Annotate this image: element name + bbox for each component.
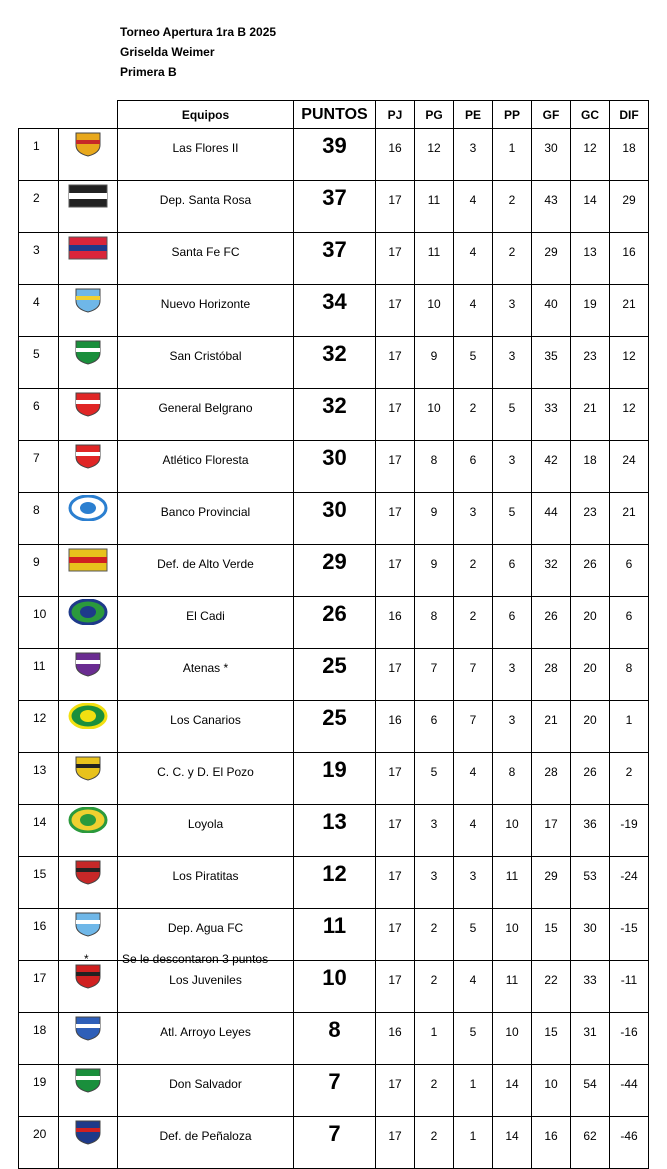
crest-cell bbox=[59, 701, 118, 753]
gc-cell: 13 bbox=[571, 233, 610, 285]
pg-cell: 8 bbox=[415, 441, 454, 493]
gc-cell: 23 bbox=[571, 493, 610, 545]
crest-round-icon bbox=[59, 599, 117, 625]
crest-cell bbox=[59, 753, 118, 805]
team-name: El Cadi bbox=[118, 597, 294, 649]
points-cell: 8 bbox=[294, 1013, 376, 1065]
points-cell: 39 bbox=[294, 129, 376, 181]
dif-cell: -11 bbox=[610, 961, 649, 1013]
position-cell: 11 bbox=[19, 649, 59, 701]
crest-cell bbox=[59, 233, 118, 285]
gf-cell: 26 bbox=[532, 597, 571, 649]
crest-shield-icon bbox=[59, 859, 117, 885]
team-name: Atenas * bbox=[118, 649, 294, 701]
pg-cell: 10 bbox=[415, 285, 454, 337]
crest-rect-icon bbox=[59, 183, 117, 209]
gc-cell: 54 bbox=[571, 1065, 610, 1117]
points-cell: 13 bbox=[294, 805, 376, 857]
position-cell: 16 bbox=[19, 909, 59, 961]
gc-cell: 31 bbox=[571, 1013, 610, 1065]
pp-cell: 3 bbox=[493, 285, 532, 337]
gc-cell: 53 bbox=[571, 857, 610, 909]
division-label: Primera B bbox=[120, 65, 177, 79]
position-cell: 18 bbox=[19, 1013, 59, 1065]
author-name: Griselda Weimer bbox=[120, 45, 215, 59]
team-name: C. C. y D. El Pozo bbox=[118, 753, 294, 805]
crest-cell bbox=[59, 493, 118, 545]
gc-cell: 20 bbox=[571, 701, 610, 753]
gf-cell: 43 bbox=[532, 181, 571, 233]
crest-shield-icon bbox=[59, 391, 117, 417]
points-cell: 7 bbox=[294, 1117, 376, 1169]
header-points: PUNTOS bbox=[294, 101, 376, 129]
dif-cell: 1 bbox=[610, 701, 649, 753]
footnote bbox=[0, 950, 667, 970]
crest-shield-icon bbox=[59, 651, 117, 677]
pj-cell: 17 bbox=[376, 285, 415, 337]
pp-cell: 14 bbox=[493, 1065, 532, 1117]
dif-cell: -46 bbox=[610, 1117, 649, 1169]
pp-cell: 10 bbox=[493, 909, 532, 961]
points-cell: 32 bbox=[294, 389, 376, 441]
gf-cell: 28 bbox=[532, 753, 571, 805]
standings-table bbox=[18, 100, 649, 1169]
dif-cell: -44 bbox=[610, 1065, 649, 1117]
gc-cell: 33 bbox=[571, 961, 610, 1013]
header-pe: PE bbox=[454, 101, 493, 129]
crest-shield-icon bbox=[59, 755, 117, 781]
pp-cell: 6 bbox=[493, 545, 532, 597]
crest-round-icon bbox=[59, 807, 117, 833]
gf-cell: 21 bbox=[532, 701, 571, 753]
points-cell: 12 bbox=[294, 857, 376, 909]
gf-cell: 16 bbox=[532, 1117, 571, 1169]
table-row bbox=[19, 181, 649, 233]
points-cell: 34 bbox=[294, 285, 376, 337]
pg-cell: 8 bbox=[415, 597, 454, 649]
gc-cell: 19 bbox=[571, 285, 610, 337]
points-cell: 25 bbox=[294, 649, 376, 701]
position-cell: 9 bbox=[19, 545, 59, 597]
pp-cell: 2 bbox=[493, 233, 532, 285]
position-cell: 5 bbox=[19, 337, 59, 389]
crest-cell bbox=[59, 285, 118, 337]
pj-cell: 17 bbox=[376, 649, 415, 701]
pj-cell: 17 bbox=[376, 857, 415, 909]
team-name: Nuevo Horizonte bbox=[118, 285, 294, 337]
position-cell: 15 bbox=[19, 857, 59, 909]
table-row bbox=[19, 441, 649, 493]
gc-cell: 23 bbox=[571, 337, 610, 389]
team-name: Loyola bbox=[118, 805, 294, 857]
header-team: Equipos bbox=[118, 101, 294, 129]
pp-cell: 11 bbox=[493, 961, 532, 1013]
pg-cell: 10 bbox=[415, 389, 454, 441]
pp-cell: 1 bbox=[493, 129, 532, 181]
gf-cell: 22 bbox=[532, 961, 571, 1013]
pg-cell: 9 bbox=[415, 493, 454, 545]
dif-cell: -16 bbox=[610, 1013, 649, 1065]
team-name: Los Juveniles bbox=[118, 961, 294, 1013]
pp-cell: 8 bbox=[493, 753, 532, 805]
pe-cell: 7 bbox=[454, 649, 493, 701]
table-row bbox=[19, 753, 649, 805]
pe-cell: 2 bbox=[454, 545, 493, 597]
pe-cell: 1 bbox=[454, 1065, 493, 1117]
team-name: Los Canarios bbox=[118, 701, 294, 753]
table-row bbox=[19, 1117, 649, 1169]
table-row bbox=[19, 493, 649, 545]
position-cell: 17 bbox=[19, 961, 59, 1013]
dif-cell: 18 bbox=[610, 129, 649, 181]
points-cell: 37 bbox=[294, 233, 376, 285]
pg-cell: 6 bbox=[415, 701, 454, 753]
team-name: Los Piratitas bbox=[118, 857, 294, 909]
pe-cell: 2 bbox=[454, 597, 493, 649]
table-row bbox=[19, 233, 649, 285]
dif-cell: 21 bbox=[610, 493, 649, 545]
team-name: Dep. Santa Rosa bbox=[118, 181, 294, 233]
pj-cell: 16 bbox=[376, 701, 415, 753]
dif-cell: 6 bbox=[610, 597, 649, 649]
pp-cell: 11 bbox=[493, 857, 532, 909]
header-pg: PG bbox=[415, 101, 454, 129]
crest-shield-icon bbox=[59, 443, 117, 469]
pe-cell: 5 bbox=[454, 909, 493, 961]
points-cell: 32 bbox=[294, 337, 376, 389]
dif-cell: 6 bbox=[610, 545, 649, 597]
pe-cell: 4 bbox=[454, 181, 493, 233]
gf-cell: 17 bbox=[532, 805, 571, 857]
pe-cell: 4 bbox=[454, 961, 493, 1013]
position-cell: 2 bbox=[19, 181, 59, 233]
table-row bbox=[19, 285, 649, 337]
gc-cell: 18 bbox=[571, 441, 610, 493]
pp-cell: 3 bbox=[493, 649, 532, 701]
pg-cell: 2 bbox=[415, 909, 454, 961]
crest-cell bbox=[59, 1065, 118, 1117]
table-row bbox=[19, 805, 649, 857]
dif-cell: 12 bbox=[610, 389, 649, 441]
gf-cell: 40 bbox=[532, 285, 571, 337]
gc-cell: 12 bbox=[571, 129, 610, 181]
pj-cell: 16 bbox=[376, 597, 415, 649]
pe-cell: 5 bbox=[454, 337, 493, 389]
header-blank-logo bbox=[59, 101, 118, 129]
position-cell: 6 bbox=[19, 389, 59, 441]
team-name: Santa Fe FC bbox=[118, 233, 294, 285]
gc-cell: 26 bbox=[571, 753, 610, 805]
pe-cell: 4 bbox=[454, 805, 493, 857]
dif-cell: 29 bbox=[610, 181, 649, 233]
pj-cell: 17 bbox=[376, 181, 415, 233]
crest-cell bbox=[59, 181, 118, 233]
position-cell: 3 bbox=[19, 233, 59, 285]
crest-shield-icon bbox=[59, 339, 117, 365]
position-cell: 8 bbox=[19, 493, 59, 545]
position-cell: 20 bbox=[19, 1117, 59, 1169]
tournament-title: Torneo Apertura 1ra B 2025 bbox=[120, 25, 277, 39]
pp-cell: 5 bbox=[493, 389, 532, 441]
crest-shield-icon bbox=[59, 1119, 117, 1145]
pp-cell: 10 bbox=[493, 805, 532, 857]
header-gf: GF bbox=[532, 101, 571, 129]
pp-cell: 3 bbox=[493, 337, 532, 389]
team-name: Atl. Arroyo Leyes bbox=[118, 1013, 294, 1065]
position-cell: 13 bbox=[19, 753, 59, 805]
points-cell: 29 bbox=[294, 545, 376, 597]
position-cell: 1 bbox=[19, 129, 59, 181]
gf-cell: 29 bbox=[532, 233, 571, 285]
dif-cell: -24 bbox=[610, 857, 649, 909]
crest-cell bbox=[59, 649, 118, 701]
points-cell: 19 bbox=[294, 753, 376, 805]
gf-cell: 29 bbox=[532, 857, 571, 909]
gf-cell: 30 bbox=[532, 129, 571, 181]
table-row bbox=[19, 649, 649, 701]
table-row bbox=[19, 857, 649, 909]
pe-cell: 6 bbox=[454, 441, 493, 493]
points-cell: 30 bbox=[294, 441, 376, 493]
position-cell: 14 bbox=[19, 805, 59, 857]
footnote-text: Se le descontaron 3 puntos bbox=[122, 952, 269, 966]
header-dif: DIF bbox=[610, 101, 649, 129]
dif-cell: 12 bbox=[610, 337, 649, 389]
pj-cell: 17 bbox=[376, 1117, 415, 1169]
crest-shield-icon bbox=[59, 1067, 117, 1093]
team-name: General Belgrano bbox=[118, 389, 294, 441]
team-name: Def. de Alto Verde bbox=[118, 545, 294, 597]
pj-cell: 17 bbox=[376, 753, 415, 805]
crest-cell bbox=[59, 805, 118, 857]
pe-cell: 4 bbox=[454, 285, 493, 337]
gc-cell: 62 bbox=[571, 1117, 610, 1169]
gf-cell: 32 bbox=[532, 545, 571, 597]
points-cell: 7 bbox=[294, 1065, 376, 1117]
crest-cell bbox=[59, 545, 118, 597]
crest-cell bbox=[59, 1117, 118, 1169]
crest-shield-icon bbox=[59, 911, 117, 937]
team-name: Banco Provincial bbox=[118, 493, 294, 545]
gc-cell: 20 bbox=[571, 649, 610, 701]
crest-cell bbox=[59, 389, 118, 441]
gf-cell: 33 bbox=[532, 389, 571, 441]
gc-cell: 20 bbox=[571, 597, 610, 649]
team-name: Don Salvador bbox=[118, 1065, 294, 1117]
crest-cell bbox=[59, 337, 118, 389]
dif-cell: 24 bbox=[610, 441, 649, 493]
gc-cell: 36 bbox=[571, 805, 610, 857]
pg-cell: 3 bbox=[415, 805, 454, 857]
pj-cell: 17 bbox=[376, 441, 415, 493]
table-row bbox=[19, 129, 649, 181]
team-name: Dep. Agua FC bbox=[118, 909, 294, 961]
table-row bbox=[19, 1013, 649, 1065]
pg-cell: 9 bbox=[415, 337, 454, 389]
pj-cell: 17 bbox=[376, 493, 415, 545]
pj-cell: 17 bbox=[376, 1065, 415, 1117]
position-cell: 10 bbox=[19, 597, 59, 649]
pe-cell: 4 bbox=[454, 753, 493, 805]
crest-round-icon bbox=[59, 703, 117, 729]
gf-cell: 44 bbox=[532, 493, 571, 545]
team-name: Las Flores II bbox=[118, 129, 294, 181]
gf-cell: 28 bbox=[532, 649, 571, 701]
pp-cell: 10 bbox=[493, 1013, 532, 1065]
pp-cell: 2 bbox=[493, 181, 532, 233]
pg-cell: 11 bbox=[415, 233, 454, 285]
pe-cell: 7 bbox=[454, 701, 493, 753]
points-cell: 30 bbox=[294, 493, 376, 545]
dif-cell: 16 bbox=[610, 233, 649, 285]
gf-cell: 15 bbox=[532, 909, 571, 961]
footnote-marker: * bbox=[84, 952, 89, 966]
crest-shield-icon bbox=[59, 131, 117, 157]
pj-cell: 17 bbox=[376, 805, 415, 857]
position-cell: 4 bbox=[19, 285, 59, 337]
dif-cell: -15 bbox=[610, 909, 649, 961]
pe-cell: 3 bbox=[454, 493, 493, 545]
gf-cell: 15 bbox=[532, 1013, 571, 1065]
table-row bbox=[19, 597, 649, 649]
crest-cell bbox=[59, 857, 118, 909]
pp-cell: 3 bbox=[493, 441, 532, 493]
gc-cell: 21 bbox=[571, 389, 610, 441]
dif-cell: 21 bbox=[610, 285, 649, 337]
pe-cell: 2 bbox=[454, 389, 493, 441]
pg-cell: 9 bbox=[415, 545, 454, 597]
pp-cell: 5 bbox=[493, 493, 532, 545]
table-row bbox=[19, 1065, 649, 1117]
points-cell: 37 bbox=[294, 181, 376, 233]
gf-cell: 42 bbox=[532, 441, 571, 493]
crest-cell bbox=[59, 129, 118, 181]
pj-cell: 17 bbox=[376, 337, 415, 389]
team-name: Atlético Floresta bbox=[118, 441, 294, 493]
pg-cell: 2 bbox=[415, 961, 454, 1013]
pp-cell: 14 bbox=[493, 1117, 532, 1169]
table-row bbox=[19, 389, 649, 441]
gc-cell: 30 bbox=[571, 909, 610, 961]
pg-cell: 11 bbox=[415, 181, 454, 233]
pj-cell: 17 bbox=[376, 389, 415, 441]
gf-cell: 35 bbox=[532, 337, 571, 389]
pg-cell: 1 bbox=[415, 1013, 454, 1065]
pg-cell: 3 bbox=[415, 857, 454, 909]
table-row bbox=[19, 701, 649, 753]
points-cell: 11 bbox=[294, 909, 376, 961]
dif-cell: 2 bbox=[610, 753, 649, 805]
points-cell: 10 bbox=[294, 961, 376, 1013]
pe-cell: 3 bbox=[454, 857, 493, 909]
pp-cell: 6 bbox=[493, 597, 532, 649]
position-cell: 12 bbox=[19, 701, 59, 753]
crest-shield-icon bbox=[59, 287, 117, 313]
pj-cell: 17 bbox=[376, 545, 415, 597]
header-pp: PP bbox=[493, 101, 532, 129]
team-name: San Cristóbal bbox=[118, 337, 294, 389]
dif-cell: 8 bbox=[610, 649, 649, 701]
table-row bbox=[19, 337, 649, 389]
crest-cell bbox=[59, 597, 118, 649]
crest-round-icon bbox=[59, 495, 117, 521]
team-name: Def. de Peñaloza bbox=[118, 1117, 294, 1169]
pe-cell: 3 bbox=[454, 129, 493, 181]
pe-cell: 1 bbox=[454, 1117, 493, 1169]
position-cell: 19 bbox=[19, 1065, 59, 1117]
dif-cell: -19 bbox=[610, 805, 649, 857]
crest-cell bbox=[59, 1013, 118, 1065]
position-cell: 7 bbox=[19, 441, 59, 493]
gf-cell: 10 bbox=[532, 1065, 571, 1117]
pe-cell: 5 bbox=[454, 1013, 493, 1065]
pg-cell: 5 bbox=[415, 753, 454, 805]
pj-cell: 17 bbox=[376, 909, 415, 961]
gc-cell: 14 bbox=[571, 181, 610, 233]
table-header-row bbox=[19, 101, 649, 129]
pg-cell: 2 bbox=[415, 1117, 454, 1169]
pe-cell: 4 bbox=[454, 233, 493, 285]
crest-cell bbox=[59, 441, 118, 493]
pp-cell: 3 bbox=[493, 701, 532, 753]
points-cell: 25 bbox=[294, 701, 376, 753]
header-gc: GC bbox=[571, 101, 610, 129]
crest-rect-icon bbox=[59, 235, 117, 261]
pg-cell: 2 bbox=[415, 1065, 454, 1117]
pj-cell: 16 bbox=[376, 129, 415, 181]
pj-cell: 16 bbox=[376, 1013, 415, 1065]
pg-cell: 7 bbox=[415, 649, 454, 701]
gc-cell: 26 bbox=[571, 545, 610, 597]
table-row bbox=[19, 545, 649, 597]
crest-shield-icon bbox=[59, 1015, 117, 1041]
pj-cell: 17 bbox=[376, 961, 415, 1013]
crest-rect-icon bbox=[59, 547, 117, 573]
points-cell: 26 bbox=[294, 597, 376, 649]
pj-cell: 17 bbox=[376, 233, 415, 285]
header-blank-pos bbox=[19, 101, 59, 129]
header-pj: PJ bbox=[376, 101, 415, 129]
pg-cell: 12 bbox=[415, 129, 454, 181]
